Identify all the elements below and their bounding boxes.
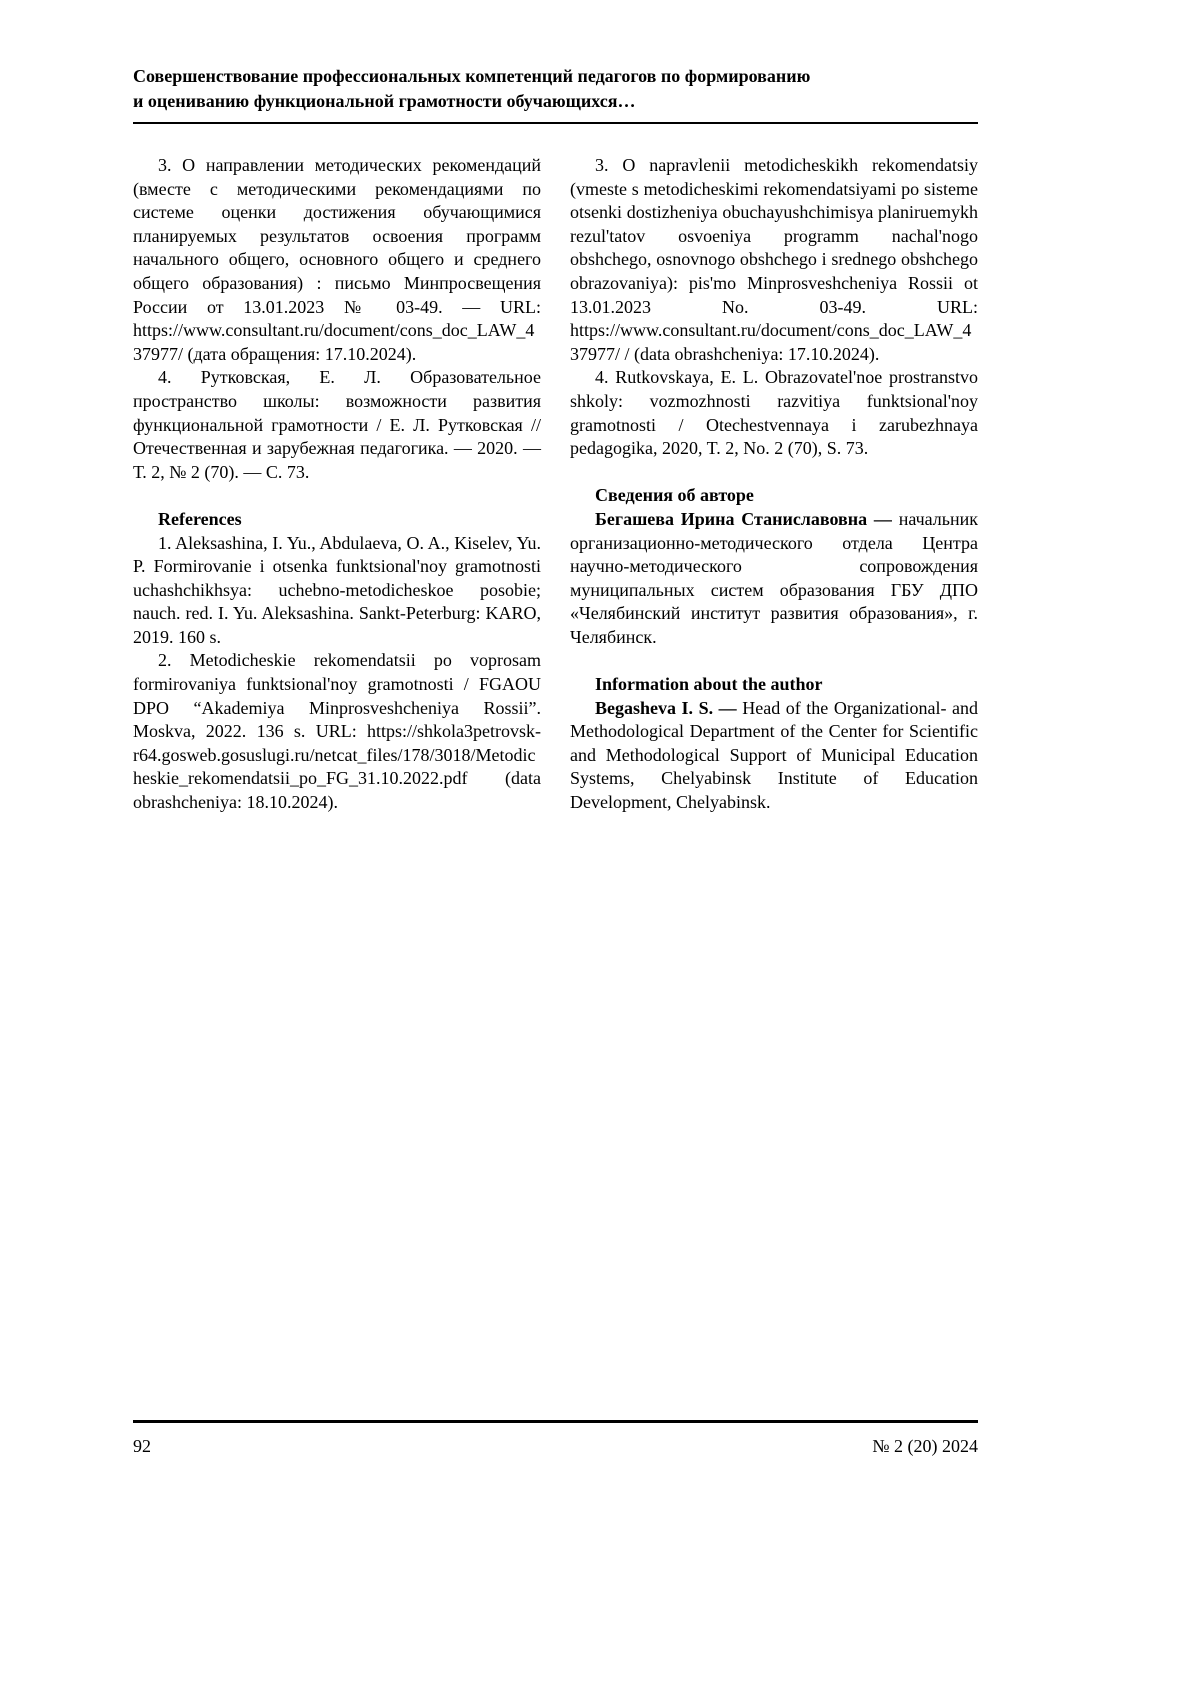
author-details-en: Head of the Organizational- and Methodological Department of the Center for Scientific and Methodological Support of Municipal Education Systems, Chelyabinsk Institute of Education Development, Chelyabinsk.	[570, 697, 979, 813]
reference-item-en-1: 1. Aleksashina, I. Yu., Abdulaeva, O. A., Kiselev, Yu. P. Formirovanie i otsenka funktsional'noy gramotnosti uchashchikhsya: uchebno-metodicheskoe posobie; nauch. red. I. Yu. Aleksashina. Sankt-Peterburg: KARO, 2019. 160 s.	[133, 532, 541, 647]
page-number: 92	[133, 1436, 151, 1456]
issue-number: № 2 (20) 2024	[872, 1436, 978, 1456]
running-title-line-1: Совершенствование профессиональных компетенций педагогов по формированию	[133, 66, 811, 86]
footer-rule	[133, 1420, 978, 1423]
reference-item-ru-4: 4. Рутковская, Е. Л. Образовательное пространство школы: возможности развития функциональной грамотности / Е. Л. Рутковская // Отечественная и зарубежная педагогика. — 2020. — Т. 2, № 2 (70). — С. 73.	[133, 367, 541, 482]
right-column	[570, 154, 978, 815]
author-name-en: Begasheva I. S. —	[595, 697, 737, 718]
running-head	[133, 0, 978, 124]
author-name-ru: Бегашева Ирина Станиславовна —	[595, 508, 892, 529]
author-info-ru	[570, 508, 978, 650]
article-body	[133, 154, 978, 815]
reference-item-translit-3: 3. O napravlenii metodicheskikh rekomendatsiy (vmeste s metodicheskimi rekomendatsiyami po sisteme otsenki dostizheniya obuchayushchimisya planiruemykh rezul'tatov osvoeniya programm nachal'nogo obshchego, osnovnogo obshchego i srednego obshchego obrazovaniya): pis'mo Minprosveshcheniya Rossii ot 13.01.2023 No. 03-49. URL: https://www.consultant.ru/document/cons_doc_LAW_437977/ / (data obrashcheniya: 17.10.2024).	[570, 155, 978, 364]
header-rule	[133, 122, 978, 124]
author-info-en	[570, 697, 978, 815]
left-column	[133, 154, 541, 815]
page-content	[133, 0, 978, 815]
reference-item-ru-3: 3. О направлении методических рекомендаций (вместе с методическими рекомендациями по системе оценки достижения обучающимися планируемых результатов освоения программ начального общего, основного общего и среднего общего образования) : письмо Минпросвещения России от 13.01.2023 № 03-49. — URL: https://www.consultant.ru/document/cons_doc_LAW_437977/ (дата обращения: 17.10.2024).	[133, 155, 541, 364]
references-heading: References	[158, 508, 242, 529]
author-info-ru-heading: Сведения об авторе	[595, 485, 754, 506]
footer-row	[133, 1435, 978, 1458]
page-footer	[133, 1420, 978, 1458]
running-title-line-2: и оцениванию функциональной грамотности обучающихся…	[133, 91, 636, 111]
reference-item-en-2: 2. Metodicheskie rekomendatsii po voprosam formirovaniya funktsional'noy gramotnosti / FGAOU DPO “Akademiya Minprosveshcheniya Rossii”. Moskva, 2022. 136 s. URL: https://shkola3petrovsk-r64.gosweb.gosuslugi.ru/netcat_files/178/3018/Metodicheskie_rekomendatsii_po_FG_31.10.2022.pdf (data obrashcheniya: 18.10.2024).	[133, 650, 541, 813]
author-details-ru: начальник организационно-методического отдела Центра научно-методического сопровождения муниципальных систем образования ГБУ ДПО «Челябинский институт развития образования», г. Челябинск.	[570, 508, 978, 647]
reference-item-translit-4: 4. Rutkovskaya, E. L. Obrazovatel'noe prostranstvo shkoly: vozmozhnosti razvitiya funktsional'noy gramotnosti / Otechestvennaya i zarubezhnaya pedagogika, 2020, T. 2, No. 2 (70), S. 73.	[570, 367, 978, 459]
author-info-en-heading: Information about the author	[595, 674, 823, 695]
